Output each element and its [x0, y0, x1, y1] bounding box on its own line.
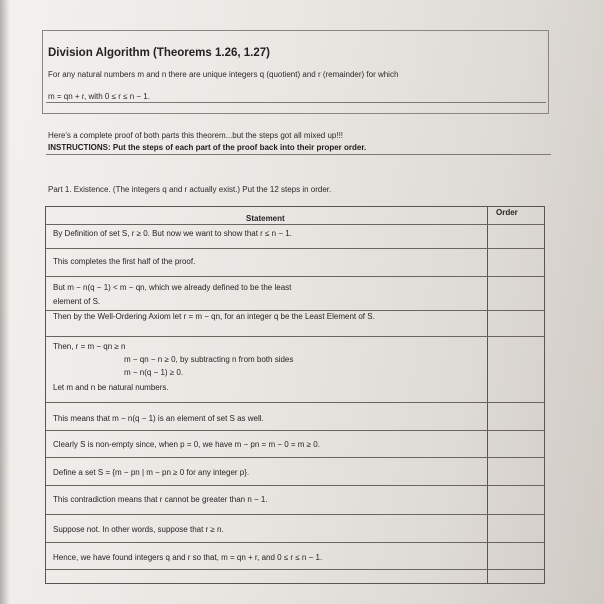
statement-row: m − qn − n ≥ 0, by subtracting n from both sides: [124, 355, 294, 364]
statement-row: Suppose not. In other words, suppose that r ≥ n.: [53, 525, 224, 534]
statement-row: Define a set S = {m − pn | m − pn ≥ 0 for any integer p}.: [53, 468, 250, 477]
order-input[interactable]: [488, 337, 544, 401]
theorem-statement-line2: m = qn + r, with 0 ≤ r ≤ n − 1.: [48, 92, 150, 101]
statement-row: By Definition of set S, r ≥ 0. But now we want to show that r ≤ n − 1.: [53, 229, 292, 238]
order-input[interactable]: [488, 515, 544, 541]
theorem-statement-line1: For any natural numbers m and n there are unique integers q (quotient) and r (remainder) for which: [48, 70, 399, 79]
order-input[interactable]: [488, 543, 544, 568]
row-divider: [46, 310, 544, 311]
statement-row: m − n(q − 1) ≥ 0.: [124, 368, 184, 377]
statement-row: This completes the first half of the proof.: [53, 257, 196, 266]
statement-row: Then by the Well-Ordering Axiom let r = m − qn, for an integer q be the Least Element of S.: [53, 312, 375, 321]
row-divider: [46, 336, 544, 337]
statement-row: Clearly S is non-empty since, when p = 0, we have m − pn = m − 0 = m ≥ 0.: [53, 440, 320, 449]
part1-heading: Part 1. Existence. (The integers q and r actually exist.) Put the 12 steps in order.: [48, 185, 332, 194]
order-header: Order: [496, 208, 518, 217]
order-input[interactable]: [488, 311, 544, 335]
statement-row: element of S.: [53, 297, 101, 306]
order-input[interactable]: [488, 458, 544, 484]
statement-row: But m − n(q − 1) < m − qn, which we already defined to be the least: [53, 283, 292, 292]
instructions-text: INSTRUCTIONS: Put the steps of each part of the proof back into their proper order.: [48, 143, 367, 152]
row-divider: [46, 248, 544, 249]
row-divider: [46, 430, 544, 431]
statement-row: This contradiction means that r cannot be greater than n − 1.: [53, 495, 268, 504]
order-input[interactable]: [488, 225, 544, 247]
order-input[interactable]: [488, 277, 544, 309]
row-divider: [46, 569, 544, 570]
order-input[interactable]: [488, 431, 544, 456]
row-divider: [46, 457, 544, 458]
row-divider: [46, 542, 544, 543]
statement-row: This means that m − n(q − 1) is an element of set S as well.: [53, 414, 264, 423]
statement-header: Statement: [246, 214, 285, 223]
intro-text: Here's a complete proof of both parts this theorem...but the steps got all mixed up!!!: [48, 131, 344, 140]
row-divider: [46, 402, 544, 403]
theorem-title: Division Algorithm (Theorems 1.26, 1.27): [48, 47, 270, 59]
theorem-divider: [46, 102, 546, 103]
statement-row: Then, r = m − qn ≥ n: [53, 342, 126, 351]
row-divider: [46, 514, 544, 515]
order-input[interactable]: [488, 486, 544, 513]
order-input[interactable]: [488, 403, 544, 429]
row-divider: [46, 276, 544, 277]
statement-row: Let m and n be natural numbers.: [53, 383, 169, 392]
page-shadow: [0, 0, 10, 604]
row-divider: [46, 485, 544, 486]
row-divider: [46, 224, 544, 225]
order-input[interactable]: [488, 249, 544, 275]
order-input[interactable]: [488, 570, 544, 583]
statement-row: Hence, we have found integers q and r so that, m = qn + r, and 0 ≤ r ≤ n − 1.: [53, 553, 323, 562]
instructions-underline: [46, 154, 551, 155]
